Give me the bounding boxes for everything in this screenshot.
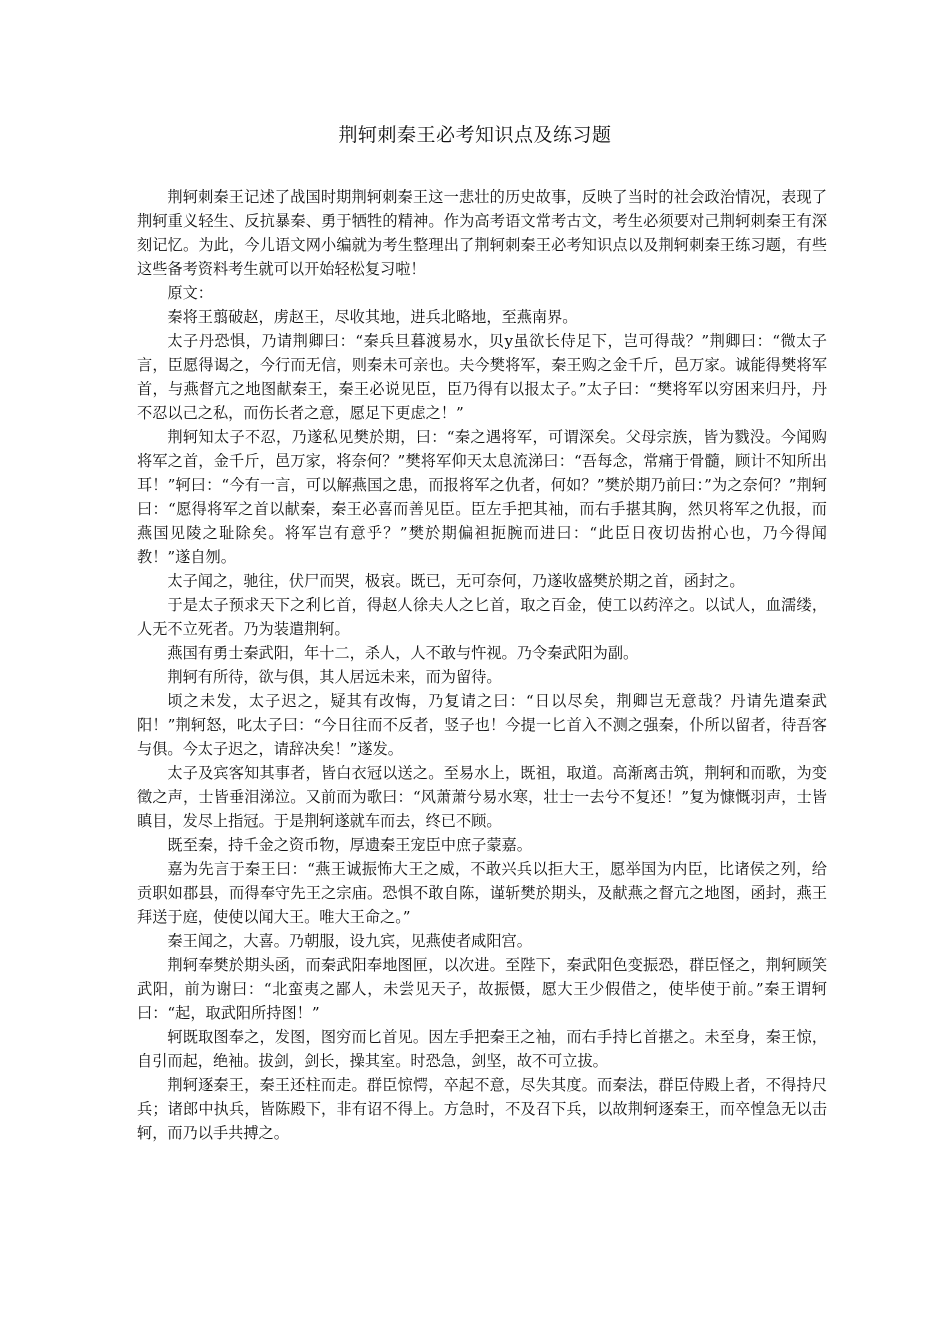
- paragraph: 顷之未发，太子迟之，疑其有改悔，乃复请之曰：“日以尽矣，荆卿岂无意哉？丹请先遣秦武阳！”荆轲怒，叱太子曰：“今日往而不反者，竖子也！今提一匕首入不测之强秦，仆所以留者，待吾客与俱。今太子迟之，请辞决矣！”遂发。: [137, 692, 827, 758]
- paragraph: 秦王闻之，大喜。乃朝服，设九宾，见燕使者咸阳宫。: [167, 932, 532, 950]
- paragraph: 既至秦，持千金之资币物，厚遗秦王宠臣中庶子蒙嘉。: [167, 836, 532, 854]
- document-body: [137, 185, 827, 1145]
- paragraph: 原文：: [167, 284, 213, 302]
- paragraph: 荆轲有所待，欲与俱，其人居远未来，而为留待。: [167, 668, 502, 686]
- paragraph: 燕国有勇士秦武阳，年十二，杀人，人不敢与忤视。乃令秦武阳为副。: [167, 644, 639, 662]
- paragraph: 太子闻之，驰往，伏尸而哭，极哀。既已，无可奈何，乃遂收盛樊於期之首，函封之。: [167, 572, 745, 590]
- paragraph: 轲既取图奉之，发图，图穷而匕首见。因左手把秦王之袖，而右手持匕首揕之。未至身，秦王惊，自引而起，绝袖。拔剑，剑长，操其室。时恐急，剑坚，故不可立拔。: [137, 1028, 827, 1070]
- paragraph: 太子及宾客知其事者，皆白衣冠以送之。至易水上，既祖，取道。高渐离击筑，荆轲和而歌，为变徵之声，士皆垂泪涕泣。又前而为歌曰：“风萧萧兮易水寒，壮士一去兮不复还！”复为慷慨羽声，士皆瞋目，发尽上指冠。于是荆轲遂就车而去，终已不顾。: [137, 764, 827, 830]
- paragraph: 太子丹恐惧，乃请荆卿曰：“秦兵旦暮渡易水，贝y虽欲长侍足下，岂可得哉？”荆卿曰：“微太子言，臣愿得谒之，今行而无信，则秦未可亲也。夫今樊将军，秦王购之金千斤，邑万家。诚能得樊将军首，与燕督亢之地图献秦王，秦王必说见臣，臣乃得有以报太子。”太子曰：“樊将军以穷困来归丹，丹不忍以己之私，而伤长者之意，愿足下更虑之！”: [137, 332, 827, 422]
- paragraph: 荆轲知太子不忍，乃遂私见樊於期，曰：“秦之遇将军，可谓深矣。父母宗族，皆为戮没。今闻购将军之首，金千斤，邑万家，将奈何？”樊将军仰天太息流涕曰：“吾每念，常痛于骨髓，顾计不知所出耳！”轲曰：“今有一言，可以解燕国之患，而报将军之仇者，何如？”樊於期乃前曰：”为之奈何？”荆轲曰：“愿得将军之首以献秦，秦王必喜而善见臣。臣左手把其袖，而右手揕其胸，然贝将军之仇报，而燕国见陵之耻除矣。将军岂有意乎？”樊於期偏袒扼腕而进曰：“此臣日夜切齿拊心也，乃今得闻教！”遂自刎。: [137, 428, 827, 566]
- paragraph: 于是太子预求天下之利匕首，得赵人徐夫人之匕首，取之百金，使工以药淬之。以试人，血濡缕，人无不立死者。乃为装遣荆轲。: [137, 596, 827, 638]
- paragraph: 嘉为先言于秦王曰：“燕王诚振怖大王之威，不敢兴兵以拒大王，愿举国为内臣，比诸侯之列，给贡职如郡县，而得奉守先王之宗庙。恐惧不敢自陈，谨斩樊於期头，及献燕之督亢之地图，函封，燕王拜送于庭，使使以闻大王。唯大王命之。”: [137, 860, 827, 926]
- paragraph: 荆轲奉樊於期头函，而秦武阳奉地图匣，以次进。至陛下，秦武阳色变振恐，群臣怪之，荆轲顾笑武阳，前为谢曰：“北蛮夷之鄙人，未尝见天子，故振慑，愿大王少假借之，使毕使于前。”秦王谓轲曰：“起，取武阳所持图！”: [137, 956, 827, 1022]
- document-title: 荆轲刺秦王必考知识点及练习题: [338, 124, 612, 146]
- paragraph: 荆轲刺秦王记述了战国时期荆轲刺秦王这一悲壮的历史故事，反映了当时的社会政治情况，表现了荆轲重义轻生、反抗暴秦、勇于牺牲的精神。作为高考语文常考古文，考生必须要对己荆轲刺秦王有深刻记忆。为此，今儿语文网小编就为考生整理出了荆轲刺秦王必考知识点以及荆轲刺秦王练习题，有些这些备考资料考生就可以开始轻松复习啦！: [137, 188, 827, 278]
- paragraph: 荆轲逐秦王，秦王还柱而走。群臣惊愕，卒起不意，尽失其度。而秦法，群臣侍殿上者，不得持尺兵；诸郎中执兵，皆陈殿下，非有诏不得上。方急时，不及召下兵，以故荆轲逐秦王，而卒惶急无以击轲，而乃以手共搏之。: [137, 1076, 827, 1142]
- paragraph: 秦将王翦破赵，虏赵王，尽收其地，进兵北略地，至燕南界。: [167, 308, 578, 326]
